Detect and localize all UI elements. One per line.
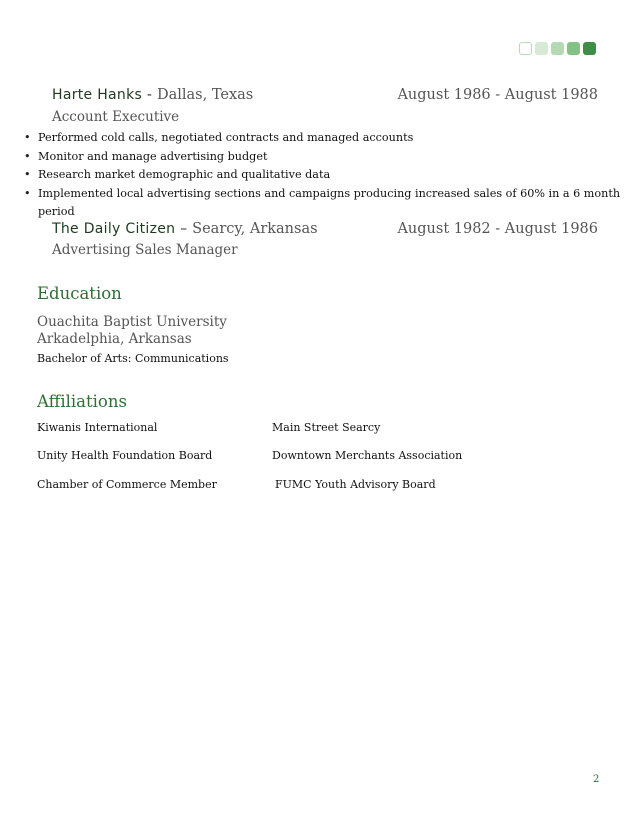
affiliations-heading: Affiliations <box>37 392 127 411</box>
job-2-location: Searcy, Arkansas <box>192 221 318 237</box>
page-number: 2 <box>593 774 600 785</box>
job-1-location: Dallas, Texas <box>156 87 254 103</box>
affiliation-item: Kiwanis International <box>37 421 158 434</box>
bullet-text: Research market demographic and qualitative data <box>38 168 331 181</box>
affiliation-item: Chamber of Commerce Member <box>37 478 217 491</box>
job-2-title <box>52 221 318 237</box>
job-1-dates: August 1986 - August 1988 <box>397 87 598 103</box>
decorative-squares <box>519 42 596 55</box>
affiliation-item: Main Street Searcy <box>272 421 381 434</box>
job-2-role: Advertising Sales Manager <box>52 242 238 258</box>
job-2-header <box>52 221 598 237</box>
bullet-text: Performed cold calls, negotiated contracts and managed accounts <box>38 131 414 144</box>
job-1-title <box>52 87 253 103</box>
bullet-item: • Implemented local advertising sections and campaigns producing increased sales of 60% in a 6 month period <box>24 186 621 218</box>
affiliation-item: FUMC Youth Advisory Board <box>275 478 436 491</box>
bullet-item: • Monitor and manage advertising budget <box>24 149 268 163</box>
job-1-header <box>52 87 598 103</box>
square-1 <box>519 42 532 55</box>
job-2-separator: – <box>175 221 193 237</box>
job-1-role: Account Executive <box>52 109 180 125</box>
education-degree: Bachelor of Arts: Communications <box>37 352 229 365</box>
affiliation-item: Unity Health Foundation Board <box>37 449 213 462</box>
education-school: Ouachita Baptist University <box>37 314 227 330</box>
job-1-company: Harte Hanks <box>52 87 143 103</box>
square-5 <box>583 42 596 55</box>
square-4 <box>567 42 580 55</box>
bullet-item: • Performed cold calls, negotiated contracts and managed accounts <box>24 131 414 144</box>
job-2-dates: August 1982 - August 1986 <box>397 221 598 237</box>
job-1-bullets <box>24 129 638 218</box>
job-1-separator: - <box>142 87 157 103</box>
affiliation-item: Downtown Merchants Association <box>272 449 463 462</box>
square-2 <box>535 42 548 55</box>
bullet-text: Monitor and manage advertising budget <box>38 149 268 163</box>
square-3 <box>551 42 564 55</box>
job-2-company: The Daily Citizen <box>52 221 176 237</box>
bullet-item: • Research market demographic and qualitative data <box>24 168 331 181</box>
education-city: Arkadelphia, Arkansas <box>37 331 192 347</box>
education-heading: Education <box>37 284 122 303</box>
bullet-text: Implemented local advertising sections and campaigns producing increased sales of 60% in a 6 month period <box>38 186 621 218</box>
